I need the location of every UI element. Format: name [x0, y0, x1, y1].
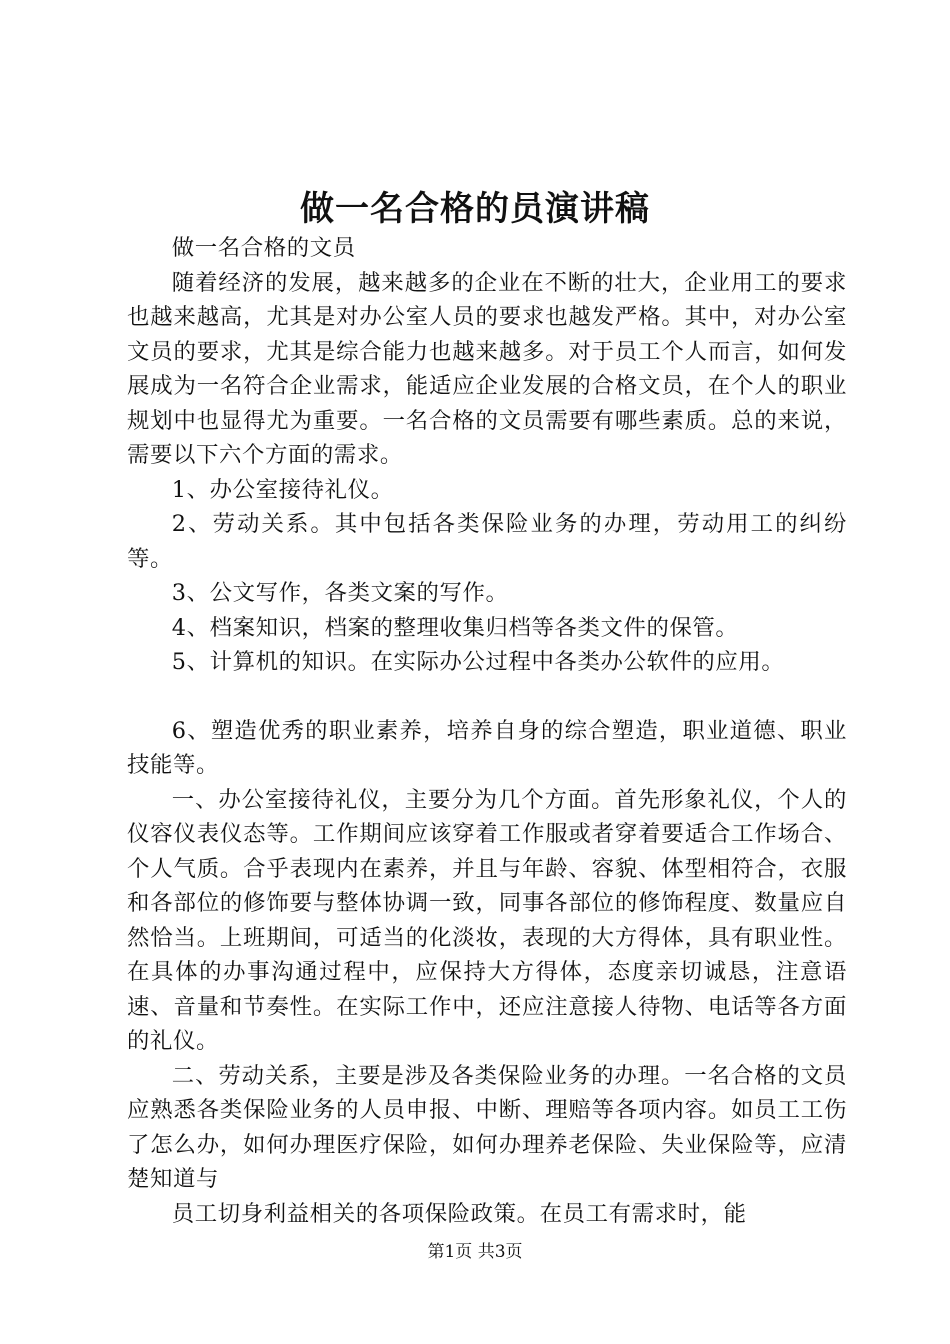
section-2-paragraph: 二、劳动关系，主要是涉及各类保险业务的办理。一名合格的文员应熟悉各类保险业务的人员申报、中断、理赔等各项内容。如员工工伤了怎么办，如何办理医疗保险，如何办理养老保险、失业保险等，应清楚知道与	[127, 1062, 847, 1192]
document-title: 做一名合格的员演讲稿	[300, 189, 650, 229]
list-item-2: 2、劳动关系。其中包括各类保险业务的办理，劳动用工的纠纷等。	[127, 511, 847, 572]
continuation-paragraph: 员工切身利益相关的各项保险政策。在员工有需求时，能	[171, 1200, 747, 1227]
list-item-6: 6、塑造优秀的职业素养，培养自身的综合塑造，职业道德、职业技能等。	[127, 717, 847, 778]
list-item-1: 1、办公室接待礼仪。	[171, 476, 394, 503]
list-item-5: 5、计算机的知识。在实际办公过程中各类办公软件的应用。	[171, 649, 785, 675]
list-item-4: 4、档案知识，档案的整理收集归档等各类文件的保管。	[171, 614, 739, 641]
page-footer: 第1页 共3页	[427, 1242, 523, 1262]
document-body	[127, 231, 847, 1231]
list-item-3: 3、公文写作，各类文案的写作。	[171, 580, 509, 606]
intro-paragraph: 随着经济的发展，越来越多的企业在不断的壮大，企业用工的要求也越来越高，尤其是对办公室人员的要求也越发严格。其中，对办公室文员的要求，尤其是综合能力也越来越多。对于员工个人而言，如何发展成为一名符合企业需求，能适应企业发展的合格文员，在个人的职业规划中也显得尤为重要。一名合格的文员需要有哪些素质。总的来说，需要以下六个方面的需求。	[127, 269, 847, 468]
paragraph-gap	[127, 680, 847, 714]
subtitle-paragraph: 做一名合格的文员	[171, 235, 356, 261]
section-1-paragraph: 一、办公室接待礼仪，主要分为几个方面。首先形象礼仪，个人的仪容仪表仪态等。工作期间应该穿着工作服或者穿着要适合工作场合、个人气质。合乎表现内在素养，并且与年龄、容貌、体型相符合，衣服和各部位的修饰要与整体协调一致，同事各部位的修饰程度、数量应自然恰当。上班期间，可适当的化淡妆，表现的大方得体，具有职业性。在具体的办事沟通过程中，应保持大方得体，态度亲切诚恳，注意语速、音量和节奏性。在实际工作中，还应注意接人待物、电话等各方面的礼仪。	[127, 786, 847, 1054]
